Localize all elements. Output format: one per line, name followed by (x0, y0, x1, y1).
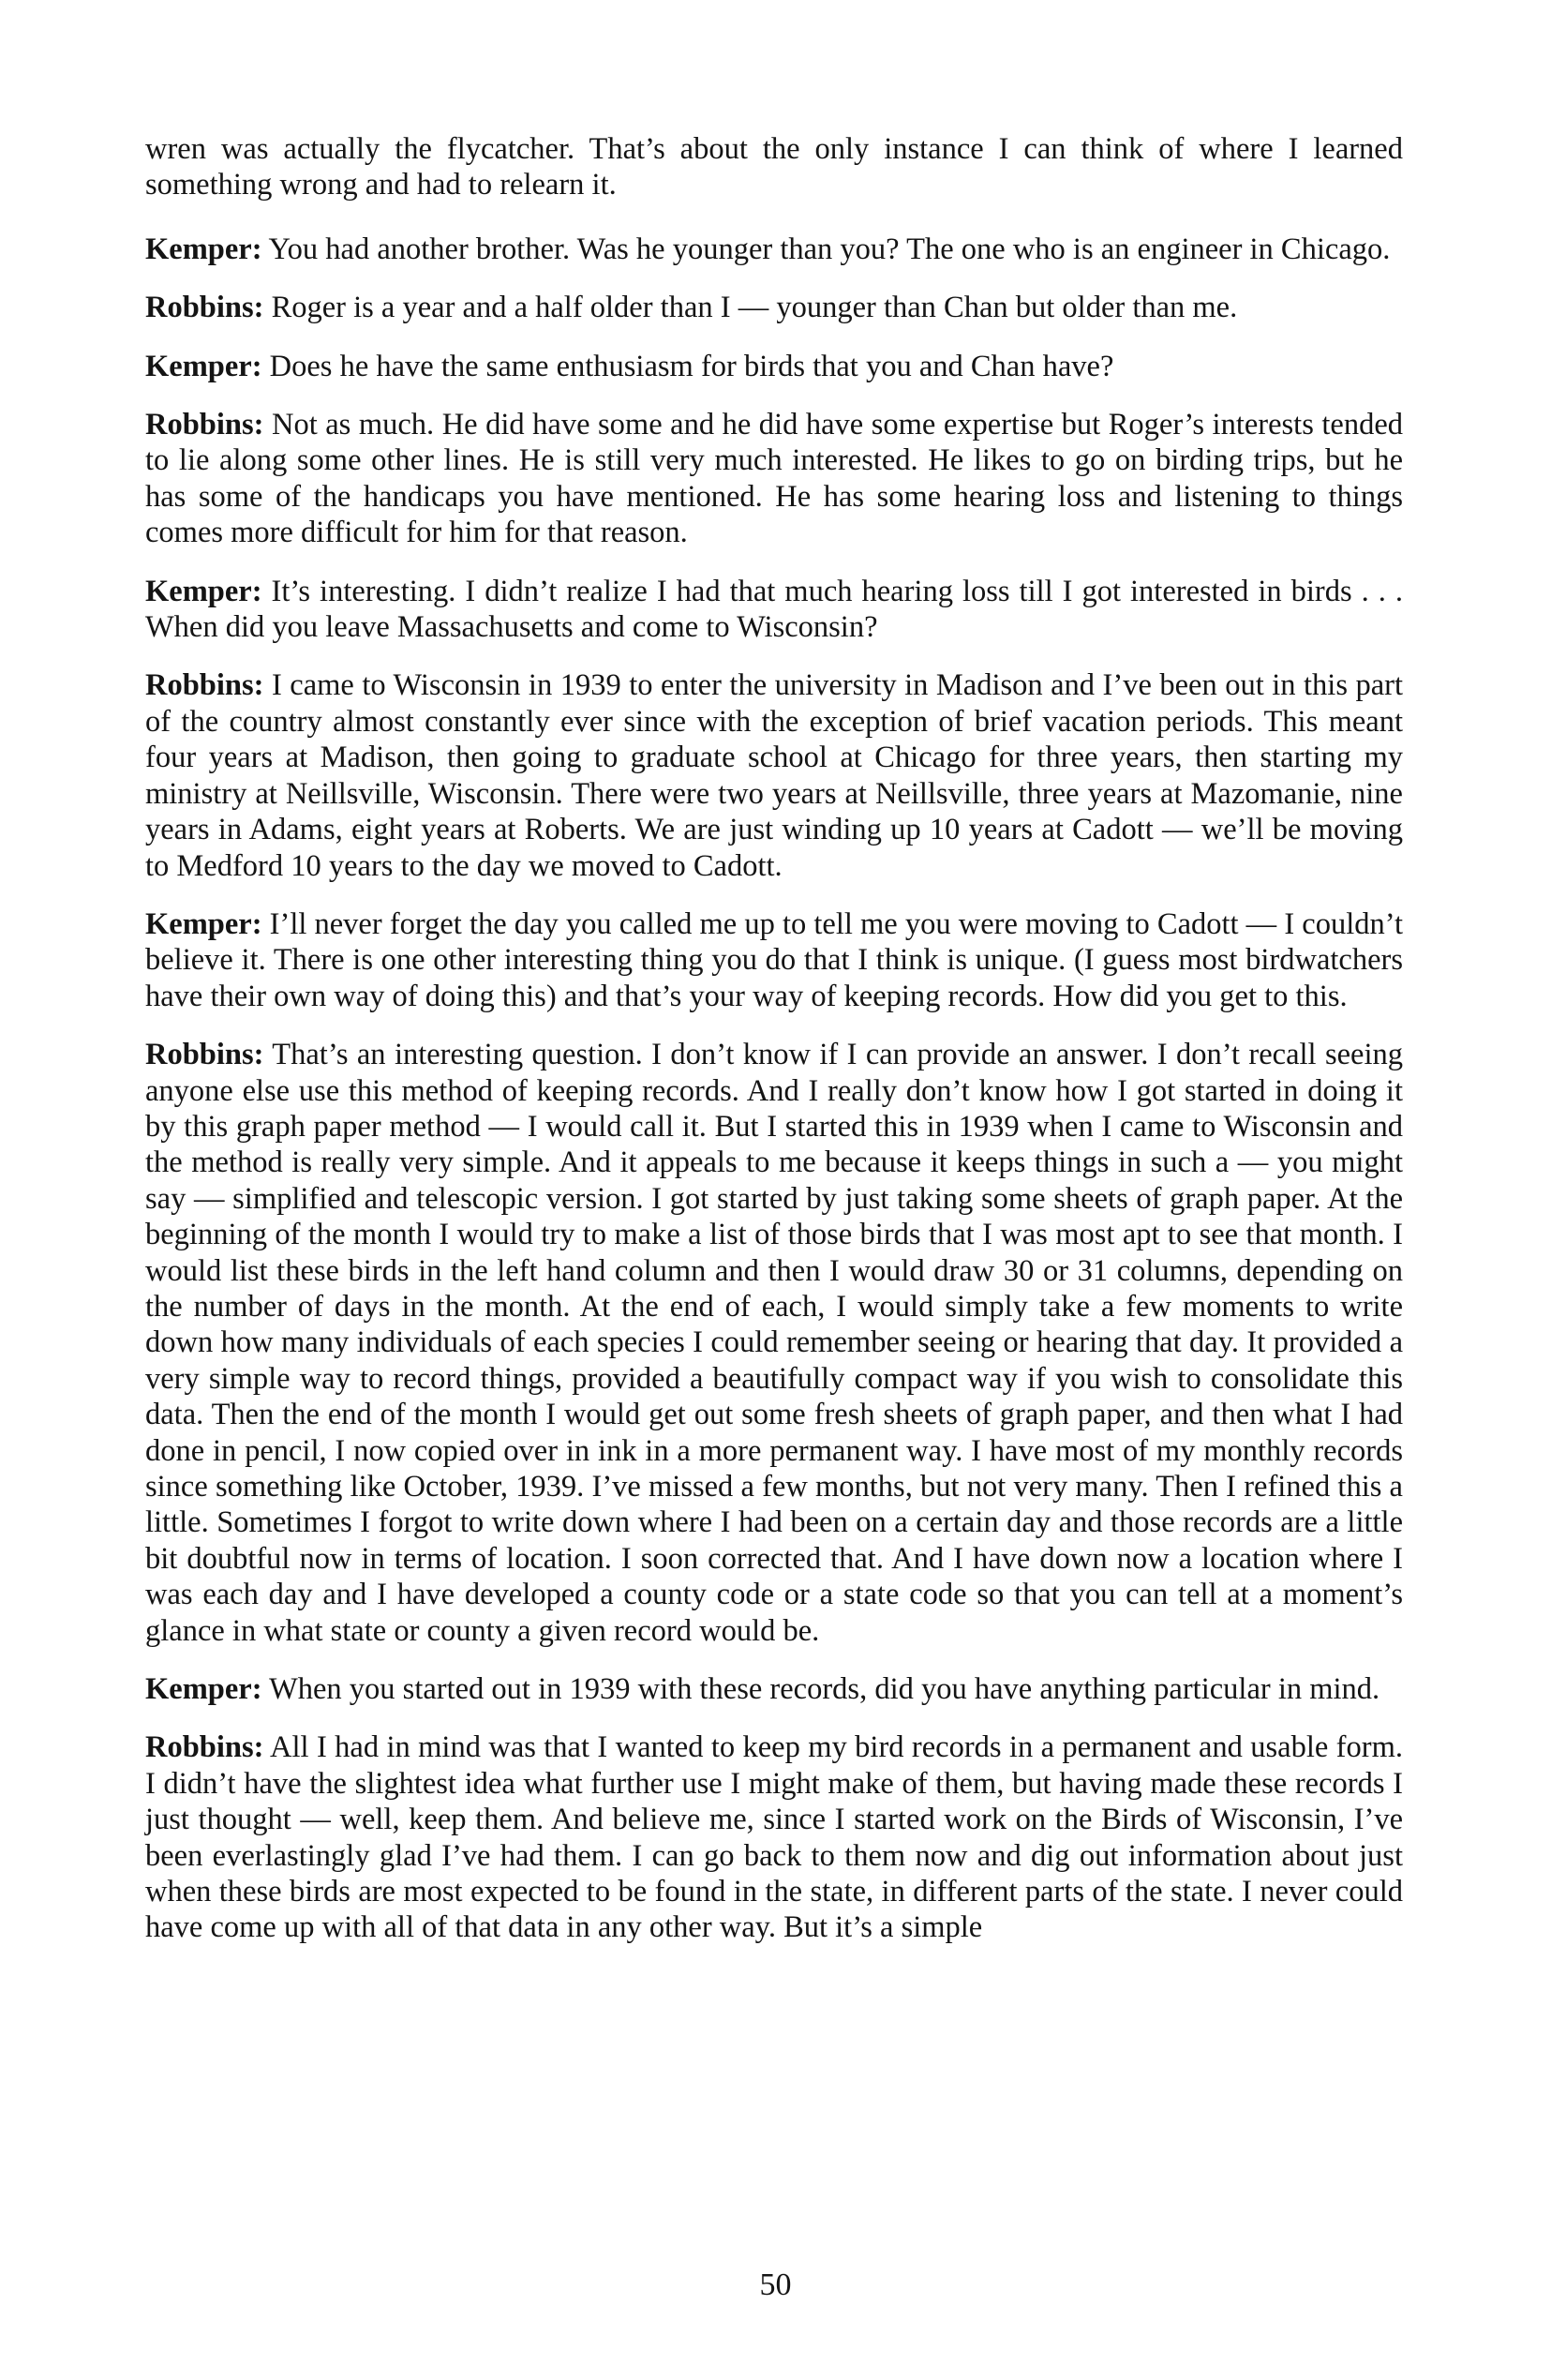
exchange-paragraph (145, 1729, 1403, 1945)
speaker-label: Robbins: (145, 1730, 264, 1765)
exchange-text: Not as much. He did have some and he did have some expertise but Roger’s interests tended to lie along some other lines. He is still very much interested. He likes to go on birding trips, but he has some of the handicaps you have mentioned. He has some hearing loss and listening to things comes more difficult for him for that reason. (145, 408, 1403, 550)
exchange-text: It’s interesting. I didn’t realize I had that much hearing loss till I got interested in birds . . . When did you leave Massachusetts and come to Wisconsin? (145, 574, 1403, 645)
exchange-paragraph (145, 667, 1403, 883)
speaker-label: Robbins: (145, 1038, 264, 1072)
speaker-label: Kemper: (145, 574, 262, 608)
exchange-text: All I had in mind was that I wanted to keep my bird records in a permanent and usable form. I didn’t have the slightest idea what further use I might make of them, but having made these records I just thought — well, keep them. And believe me, since I started work on the Birds of Wisconsin, I’ve been everlastingly glad I’ve had them. I can go back to them now and dig out information about just when these birds are most expected to be found in the state, in different parts of the state. I never could have come up with all of that data in any other way. But it’s a simple (145, 1730, 1403, 1945)
exchange-paragraph (145, 290, 1403, 325)
exchange-paragraph (145, 1671, 1403, 1707)
speaker-label: Kemper: (145, 906, 262, 941)
page-number: 50 (759, 2268, 792, 2302)
exchange-paragraph (145, 232, 1403, 267)
exchange-paragraph (145, 407, 1403, 551)
speaker-label: Robbins: (145, 291, 264, 325)
opening-paragraph: wren was actually the flycatcher. That’s about the only instance I can think of where I learned something wrong and had to relearn it. (145, 132, 1403, 202)
speaker-label: Kemper: (145, 1672, 262, 1707)
exchange-paragraph (145, 574, 1403, 646)
interview-transcript (145, 131, 1403, 1968)
speaker-label: Kemper: (145, 349, 262, 383)
exchange-text: When you started out in 1939 with these records, did you have anything particular in mind. (269, 1672, 1380, 1707)
exchange-text: That’s an interesting question. I don’t know if I can provide an answer. I don’t recall seeing anyone else use this method of keeping records. And I really don’t know how I got started in doing it by this graph paper method — I would call it. But I started this in 1939 when I came to Wisconsin and the method is really very simple. And it appeals to me because it keeps things in such a — you might say — simplified and telescopic version. I got started by just taking some sheets of graph paper. At the beginning of the month I would try to make a list of those birds that I was most apt to see that month. I would list these birds in the left hand column and then I would draw 30 or 31 columns, depending on the number of days in the month. At the end of each, I would simply take a few moments to write down how many individuals of each species I could remember seeing or hearing that day. It provided a very simple way to record things, provided a beautifully compact way if you wish to consolidate this data. Then the end of the month I would get out some fresh sheets of graph paper, and then what I had done in pencil, I now copied over in ink in a more permanent way. I have most of my monthly records since something like October, 1939. I’ve missed a few months, but not very many. Then I refined this a little. Sometimes I forgot to write down where I had been on a certain day and those records are a little bit doubtful now in terms of location. I soon corrected that. And I have down now a location where I was each day and I have developed a county code or a state code so that you can tell at a moment’s glance in what state or county a given record would be. (145, 1038, 1403, 1648)
speaker-label: Kemper: (145, 232, 262, 266)
exchange-text: I came to Wisconsin in 1939 to enter the university in Madison and I’ve been out in this part of the country almost constantly ever since with the exception of brief vacation periods. This meant four years at Madison, then going to graduate school at Chicago for three years, then starting my ministry at Neillsville, Wisconsin. There were two years at Neillsville, three years at Mazomanie, nine years in Adams, eight years at Roberts. We are just winding up 10 years at Cadott — we’ll be moving to Medford 10 years to the day we moved to Cadott. (145, 668, 1404, 883)
speaker-label: Robbins: (145, 668, 264, 703)
speaker-label: Robbins: (145, 408, 264, 442)
exchange-text: You had another brother. Was he younger than you? The one who is an engineer in Chicago. (268, 232, 1391, 266)
exchange-text: Does he have the same enthusiasm for birds that you and Chan have? (269, 349, 1114, 383)
exchange-paragraph (145, 906, 1403, 1014)
exchange-paragraph (145, 1037, 1403, 1649)
exchange-text: I’ll never forget the day you called me up to tell me you were moving to Cadott — I couldn’t believe it. There is one other interesting thing you do that I think is unique. (I guess most birdwatchers have their own way of doing this) and that’s your way of keeping records. How did you get to this. (145, 906, 1403, 1013)
exchange-paragraph (145, 349, 1403, 384)
exchange-text: Roger is a year and a half older than I — younger than Chan but older than me. (271, 291, 1238, 325)
